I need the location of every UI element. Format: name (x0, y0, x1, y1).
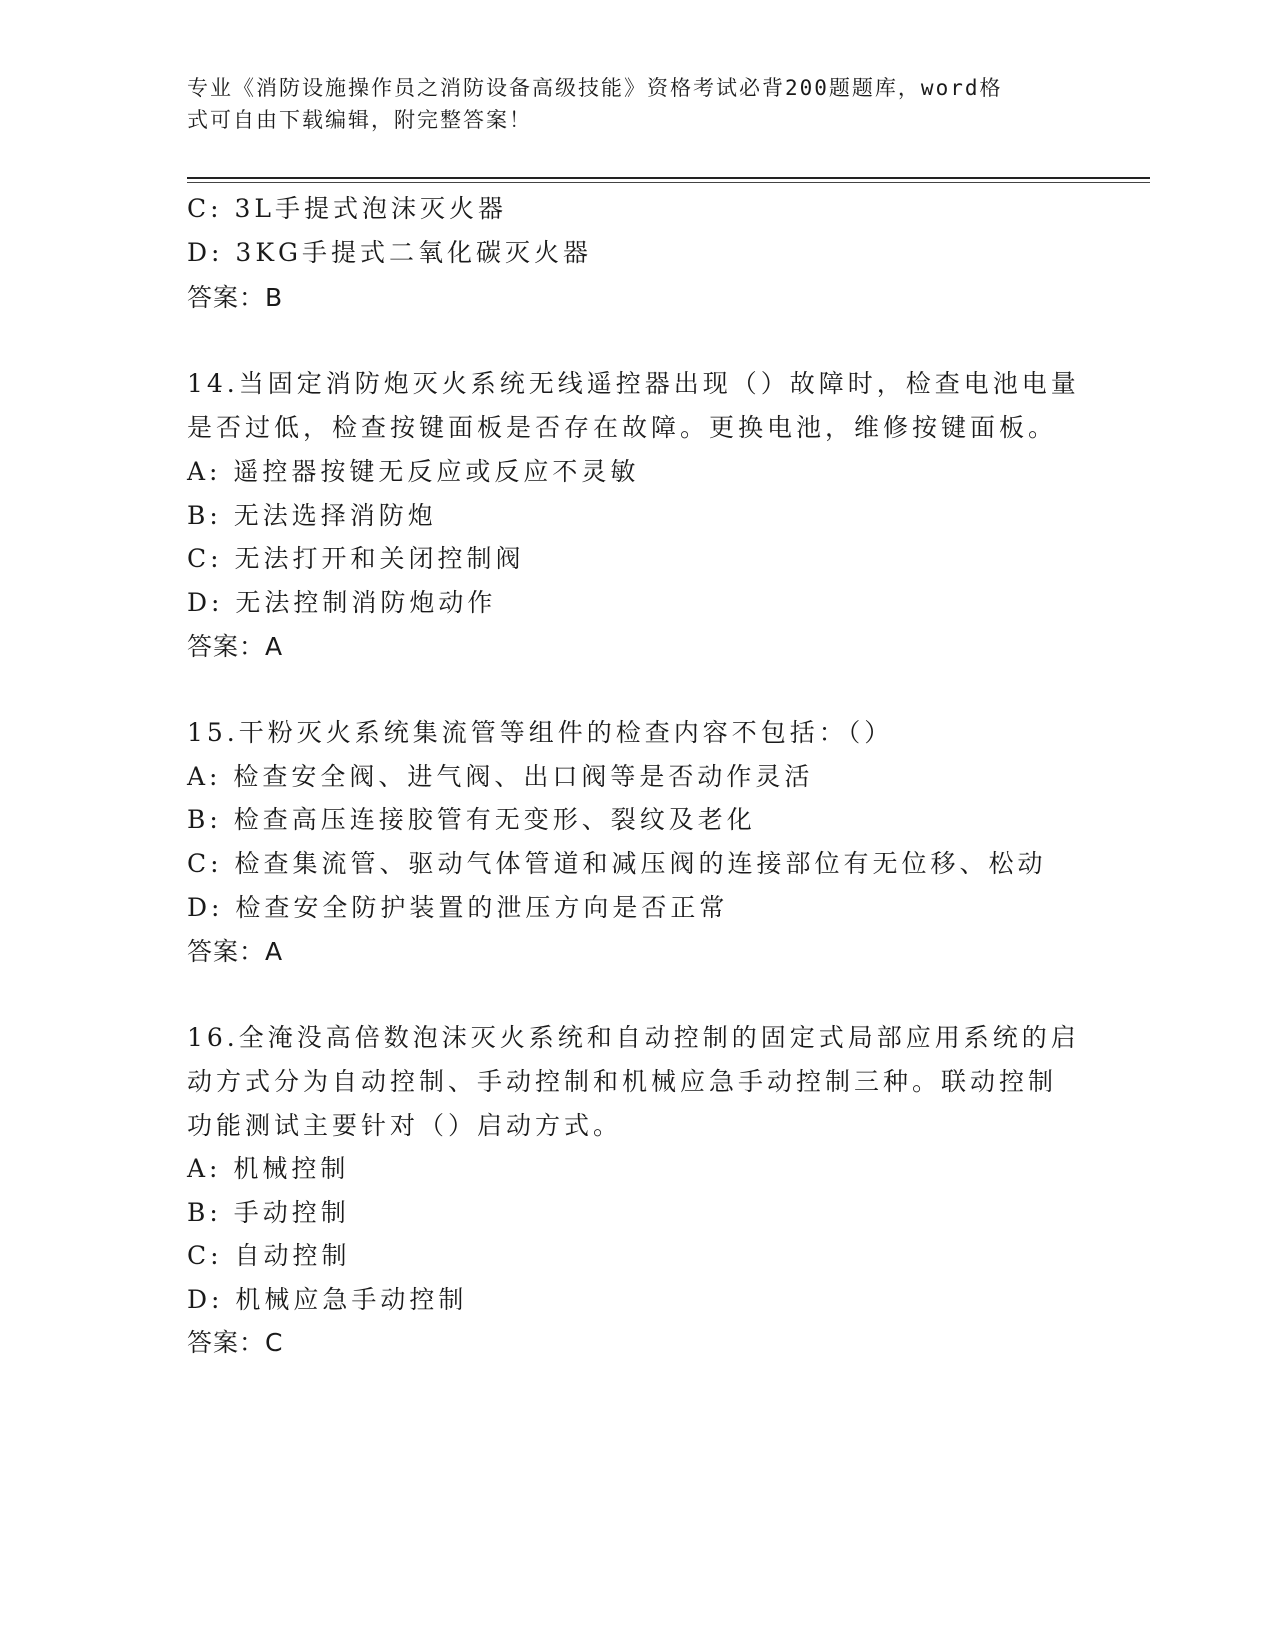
question-stem-line: 15.干粉灭火系统集流管等组件的检查内容不包括：（） (187, 718, 894, 747)
answer-line: 答案：B (187, 283, 284, 312)
header-divider-thick (187, 177, 1150, 179)
question-stem-line: 是否过低，检查按键面板是否存在故障。更换电池，维修按键面板。 (187, 413, 1058, 442)
document-header (187, 72, 1067, 136)
option-c: C: 自动控制 (187, 1241, 351, 1270)
answer-line: 答案：A (187, 937, 284, 966)
option-a: A: 检查安全阀、进气阀、出口阀等是否动作灵活 (187, 762, 814, 791)
header-divider-thin (187, 182, 1150, 183)
question-stem-line: 功能测试主要针对（）启动方式。 (187, 1111, 623, 1140)
option-d: D: 机械应急手动控制 (187, 1285, 468, 1314)
option-d: D: 3KG手提式二氧化碳灭火器 (187, 238, 592, 267)
option-b: B: 检查高压连接胶管有无变形、裂纹及老化 (187, 805, 756, 834)
option-a: A: 机械控制 (187, 1154, 350, 1183)
option-a: A: 遥控器按键无反应或反应不灵敏 (187, 457, 640, 486)
question-stem-line: 动方式分为自动控制、手动控制和机械应急手动控制三种。联动控制 (187, 1067, 1058, 1096)
answer-line: 答案：A (187, 632, 284, 661)
header-line-2: 式可自由下载编辑，附完整答案！ (187, 108, 532, 132)
option-c: C: 无法打开和关闭控制阀 (187, 544, 525, 573)
option-b: B: 无法选择消防炮 (187, 501, 437, 530)
option-d: D: 检查安全防护装置的泄压方向是否正常 (187, 893, 729, 922)
option-c: C: 3L手提式泡沫灭火器 (187, 194, 508, 223)
header-line-1: 专业《消防设施操作员之消防设备高级技能》资格考试必背200题题库，word格 (187, 76, 1003, 100)
question-stem-line: 16.全淹没高倍数泡沫灭火系统和自动控制的固定式局部应用系统的启 (187, 1023, 1080, 1052)
answer-line: 答案：C (187, 1328, 284, 1357)
question-stem-line: 14.当固定消防炮灭火系统无线遥控器出现（）故障时，检查电池电量 (187, 369, 1080, 398)
option-d: D: 无法控制消防炮动作 (187, 588, 497, 617)
option-c: C: 检查集流管、驱动气体管道和减压阀的连接部位有无位移、松动 (187, 849, 1047, 878)
option-b: B: 手动控制 (187, 1198, 350, 1227)
